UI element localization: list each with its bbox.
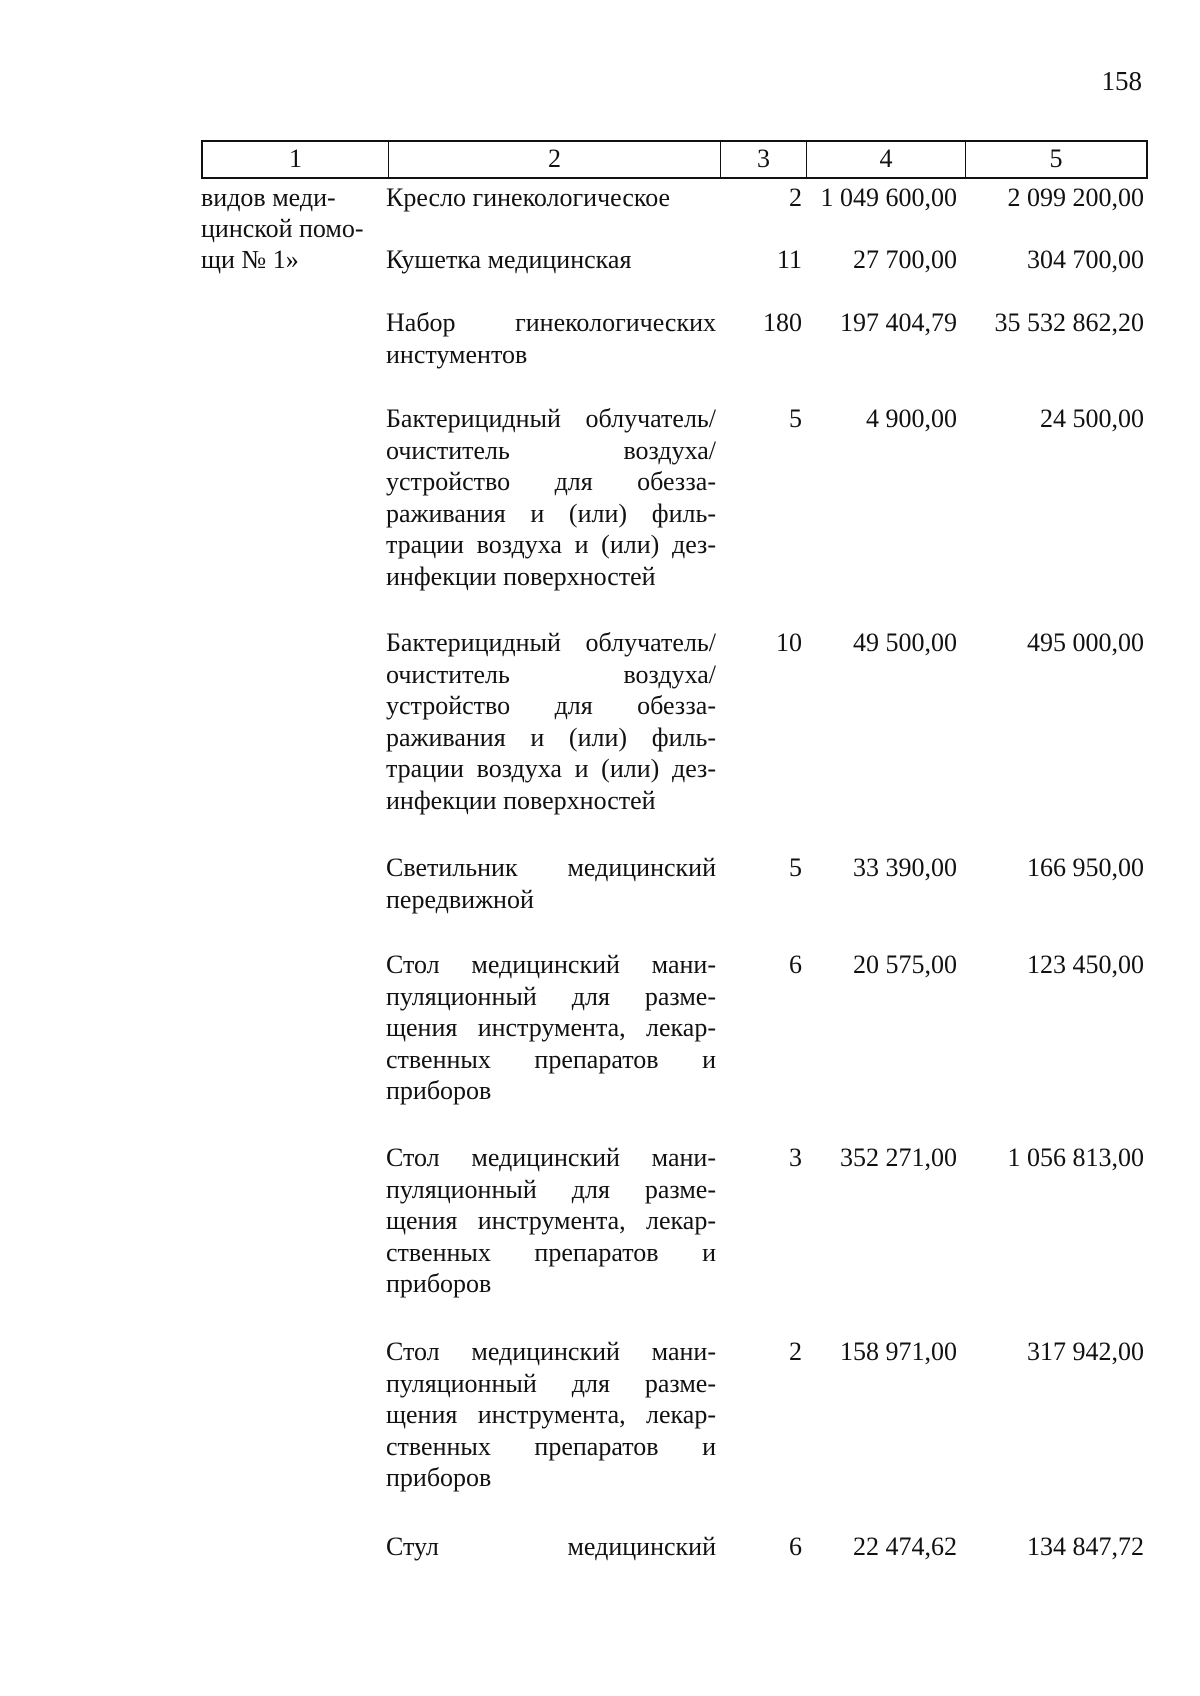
item-quantity: 6 (789, 1532, 802, 1561)
item-quantity: 5 (789, 853, 802, 882)
header-cell-5: 5 (1049, 144, 1063, 173)
item-price: 49 500,00 (853, 628, 957, 657)
item-total: 35 532 862,20 (994, 308, 1144, 337)
header-cell-4: 4 (807, 142, 966, 177)
item-price: 20 575,00 (853, 950, 957, 979)
item-total: 1 056 813,00 (1007, 1143, 1144, 1172)
item-name: Бактерицидный облучатель/очиститель воздуха/устройство для обеззараживания и (или) фильтрации воздуха и (или) дезинфекции поверхностей (386, 628, 716, 815)
item-price: 22 474,62 (853, 1532, 957, 1561)
item-price: 33 390,00 (853, 853, 957, 882)
item-name: Стул медицинский (386, 1532, 716, 1561)
item-name: Стол медицинский манипуляционный для размещения инструмента, лекарственных препаратов и приборов (386, 1337, 716, 1492)
item-total: 2 099 200,00 (1007, 183, 1144, 212)
item-price: 158 971,00 (840, 1337, 957, 1366)
category-line: щи № 1» (201, 245, 299, 274)
category-cell (201, 182, 387, 275)
item-quantity: 2 (789, 1337, 802, 1366)
item-total: 166 950,00 (1027, 853, 1144, 882)
header-cell-2: 2 (389, 142, 721, 177)
item-price: 4 900,00 (866, 404, 957, 433)
item-total: 304 700,00 (1027, 245, 1144, 274)
item-total: 24 500,00 (1040, 404, 1144, 433)
item-name: Стол медицинский манипуляционный для размещения инструмента, лекарственных препаратов и приборов (386, 1143, 716, 1298)
item-total: 317 942,00 (1027, 1337, 1144, 1366)
header-cell-3: 3 (721, 142, 807, 177)
header-cell-1: 1 (203, 142, 389, 177)
item-price: 197 404,79 (840, 308, 957, 337)
item-name: Светильник медицинский передвижной (386, 853, 716, 914)
item-quantity: 2 (789, 183, 802, 212)
table-header (201, 140, 1148, 179)
category-line: цинской помо- (201, 214, 364, 243)
item-name: Кресло гинекологическое (386, 183, 671, 212)
item-total: 495 000,00 (1027, 628, 1144, 657)
page-number: 158 (1101, 66, 1142, 96)
category-line: видов меди- (201, 183, 336, 212)
item-price: 27 700,00 (853, 245, 957, 274)
item-quantity: 3 (789, 1143, 802, 1172)
item-quantity: 6 (789, 950, 802, 979)
item-quantity: 180 (763, 308, 802, 337)
item-price: 352 271,00 (840, 1143, 957, 1172)
item-price: 1 049 600,00 (820, 183, 957, 212)
item-quantity: 5 (789, 404, 802, 433)
item-total: 134 847,72 (1027, 1532, 1144, 1561)
item-name: Стол медицинский манипуляционный для размещения инструмента, лекарственных препаратов и приборов (386, 950, 716, 1105)
item-quantity: 11 (776, 245, 802, 274)
item-total: 123 450,00 (1027, 950, 1144, 979)
item-name: Кушетка медицинская (386, 245, 632, 274)
item-name: Бактерицидный облучатель/очиститель воздуха/устройство для обеззараживания и (или) фильтрации воздуха и (или) дезинфекции поверхностей (386, 404, 716, 591)
item-name: Набор гинекологических инстументов (386, 308, 716, 369)
item-quantity: 10 (776, 628, 802, 657)
